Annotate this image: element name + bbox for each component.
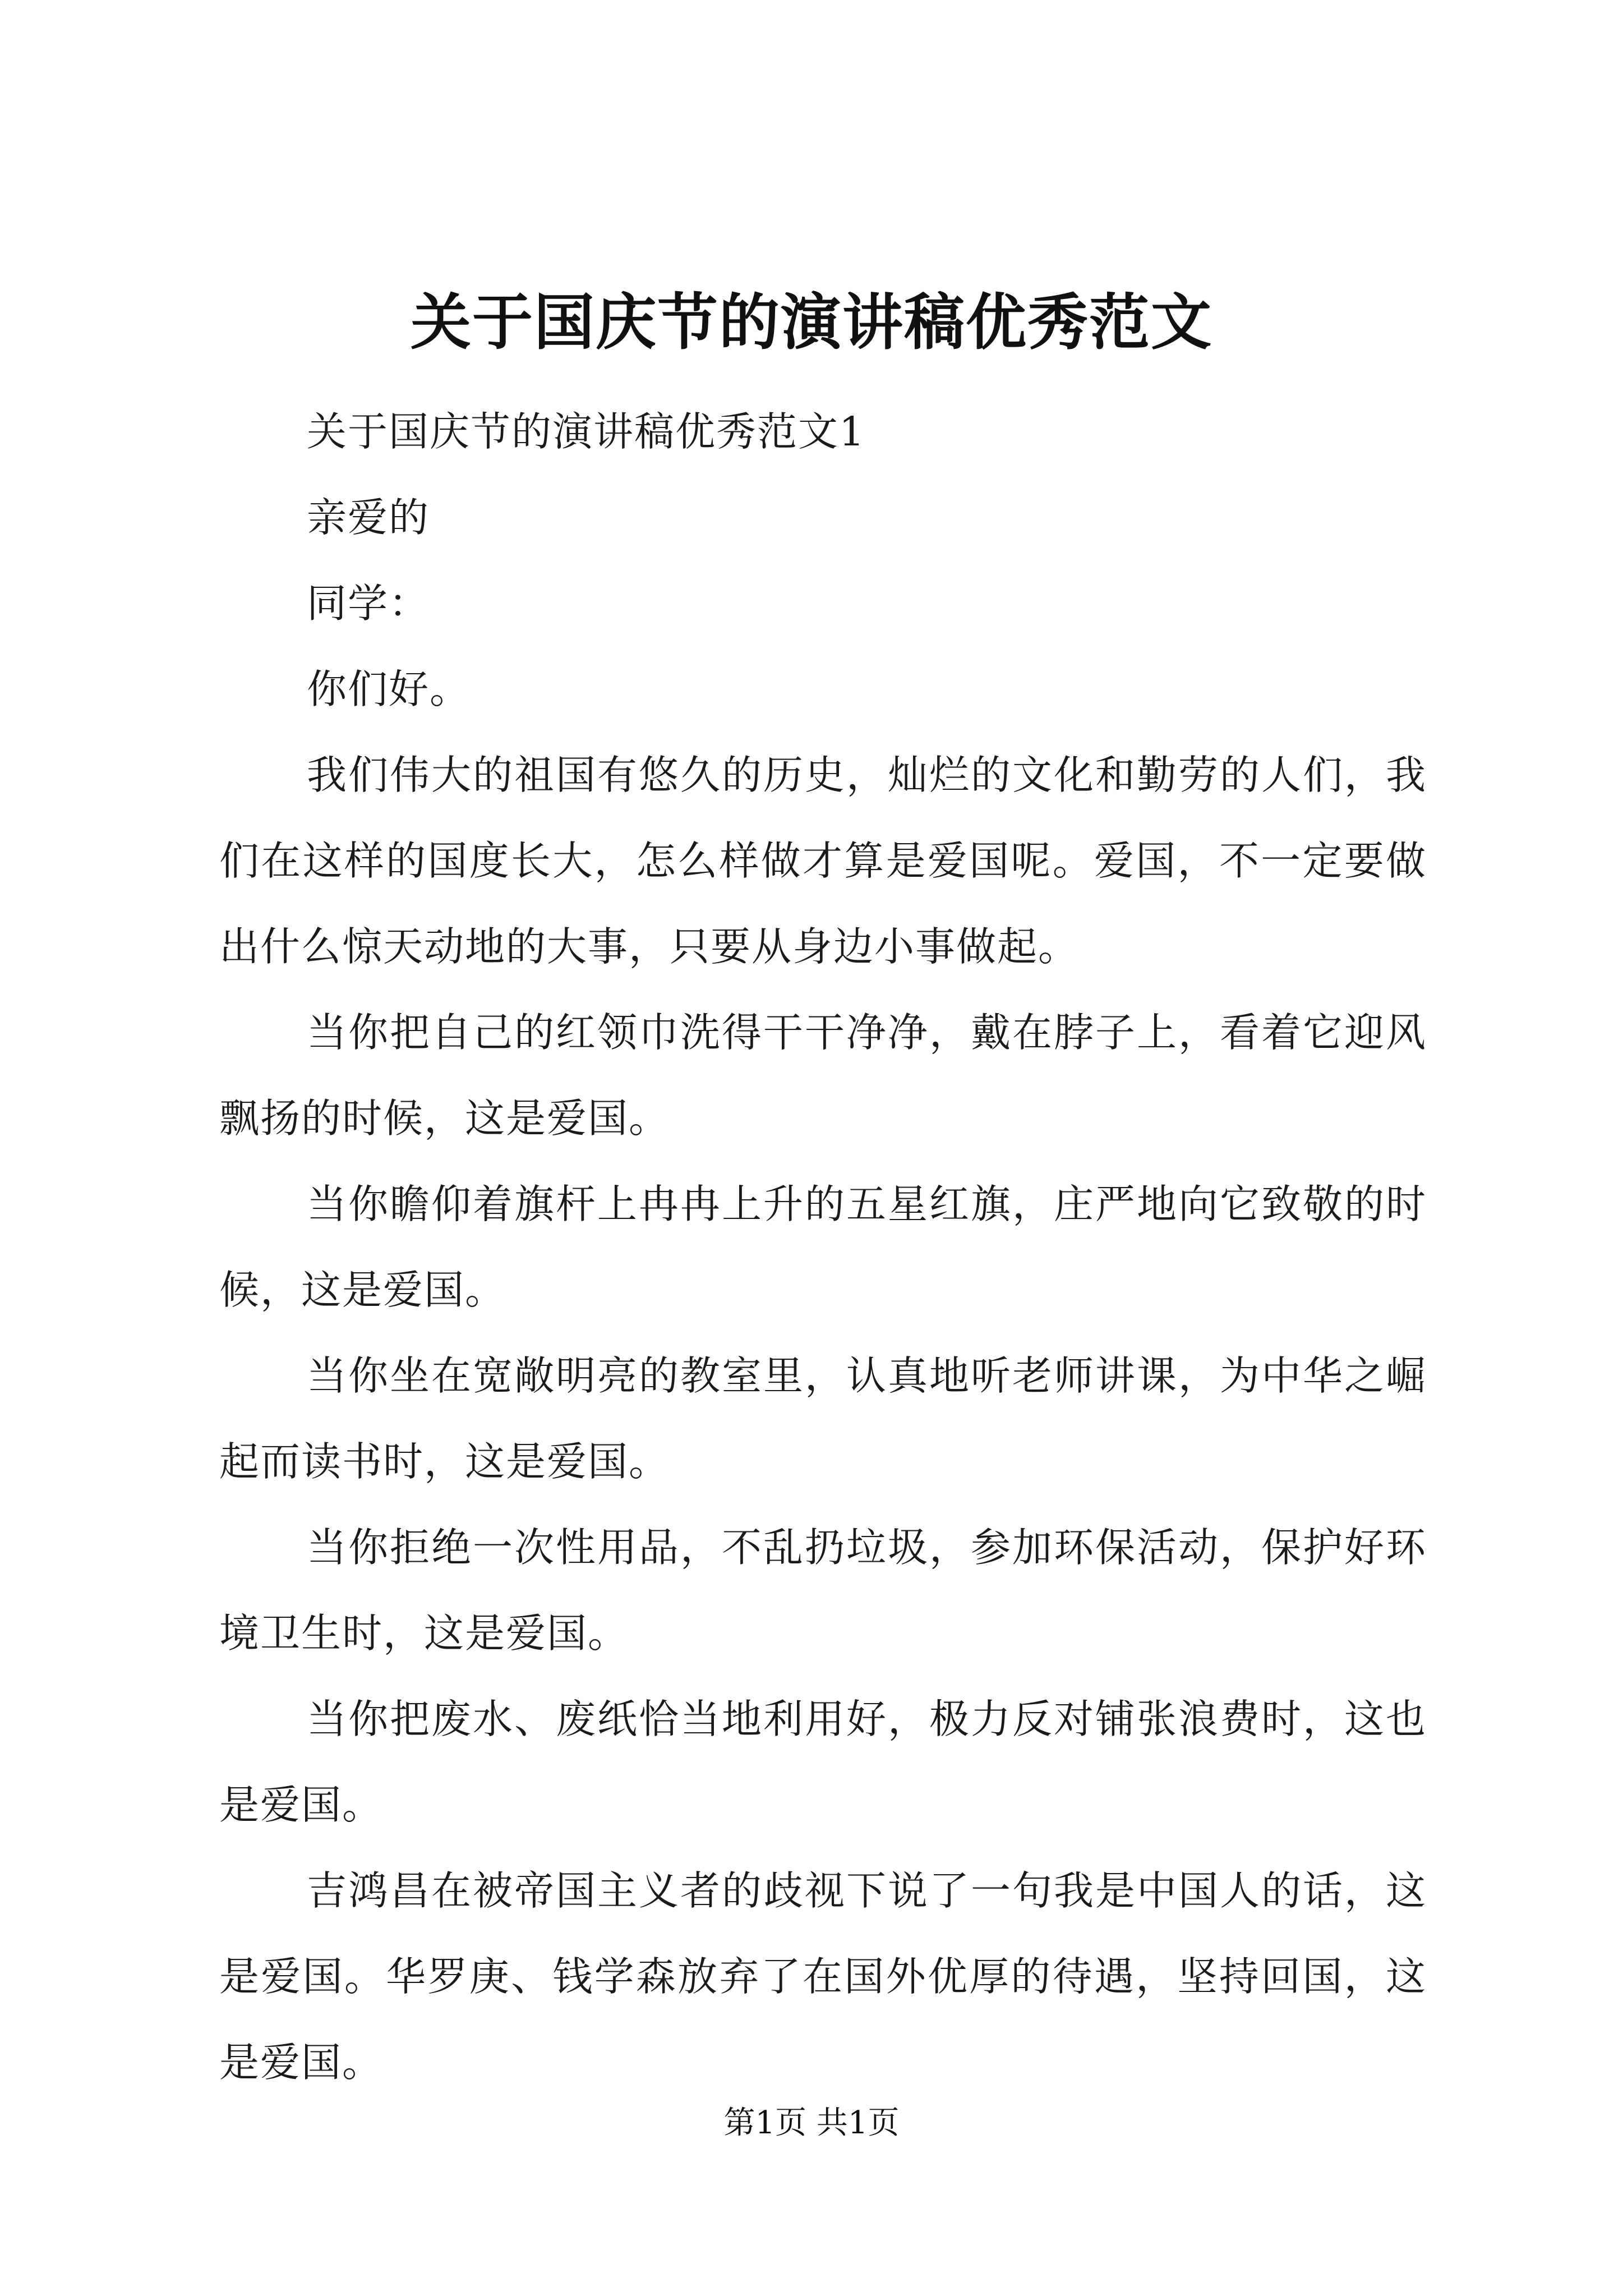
paragraph-examples: 吉鸿昌在被帝国主义者的歧视下说了一句我是中国人的话，这是爱国。华罗庚、钱学森放弃了在国外优厚的待遇，坚持回国，这是爱国。 <box>219 1867 1427 2086</box>
paragraph-flag: 当你瞻仰着旗杆上冉冉上升的五星红旗，庄严地向它致敬的时候，这是爱国。 <box>219 1181 1427 1313</box>
paragraph-intro: 我们伟大的祖国有悠久的历史，灿烂的文化和勤劳的人们，我们在这样的国度长大，怎么样做才算是爱国呢。爱国，不一定要做出什么惊天动地的大事，只要从身边小事做起。 <box>219 752 1427 970</box>
page-footer: 第1页 共1页 <box>723 2105 900 2141</box>
paragraph-recycling: 当你把废水、废纸恰当地利用好，极力反对铺张浪费时，这也是爱国。 <box>219 1696 1427 1828</box>
document-body <box>219 389 1427 2105</box>
document-title: 关于国庆节的演讲稿优秀范文 <box>410 287 1212 358</box>
paragraph-classroom: 当你坐在宽敞明亮的教室里，认真地听老师讲课，为中华之崛起而读书时，这是爱国。 <box>219 1352 1427 1485</box>
paragraph-red-scarf: 当你把自己的红领巾洗得干干净净，戴在脖子上，看着它迎风飘扬的时候，这是爱国。 <box>219 1009 1427 1142</box>
paragraph-heading: 关于国庆节的演讲稿优秀范文1 <box>307 408 866 455</box>
paragraph-greeting: 你们好。 <box>307 666 471 712</box>
paragraph-salutation-2: 同学： <box>307 580 430 627</box>
paragraph-salutation-1: 亲爱的 <box>307 494 430 541</box>
paragraph-environment: 当你拒绝一次性用品，不乱扔垃圾，参加环保活动，保护好环境卫生时，这是爱国。 <box>219 1524 1427 1657</box>
